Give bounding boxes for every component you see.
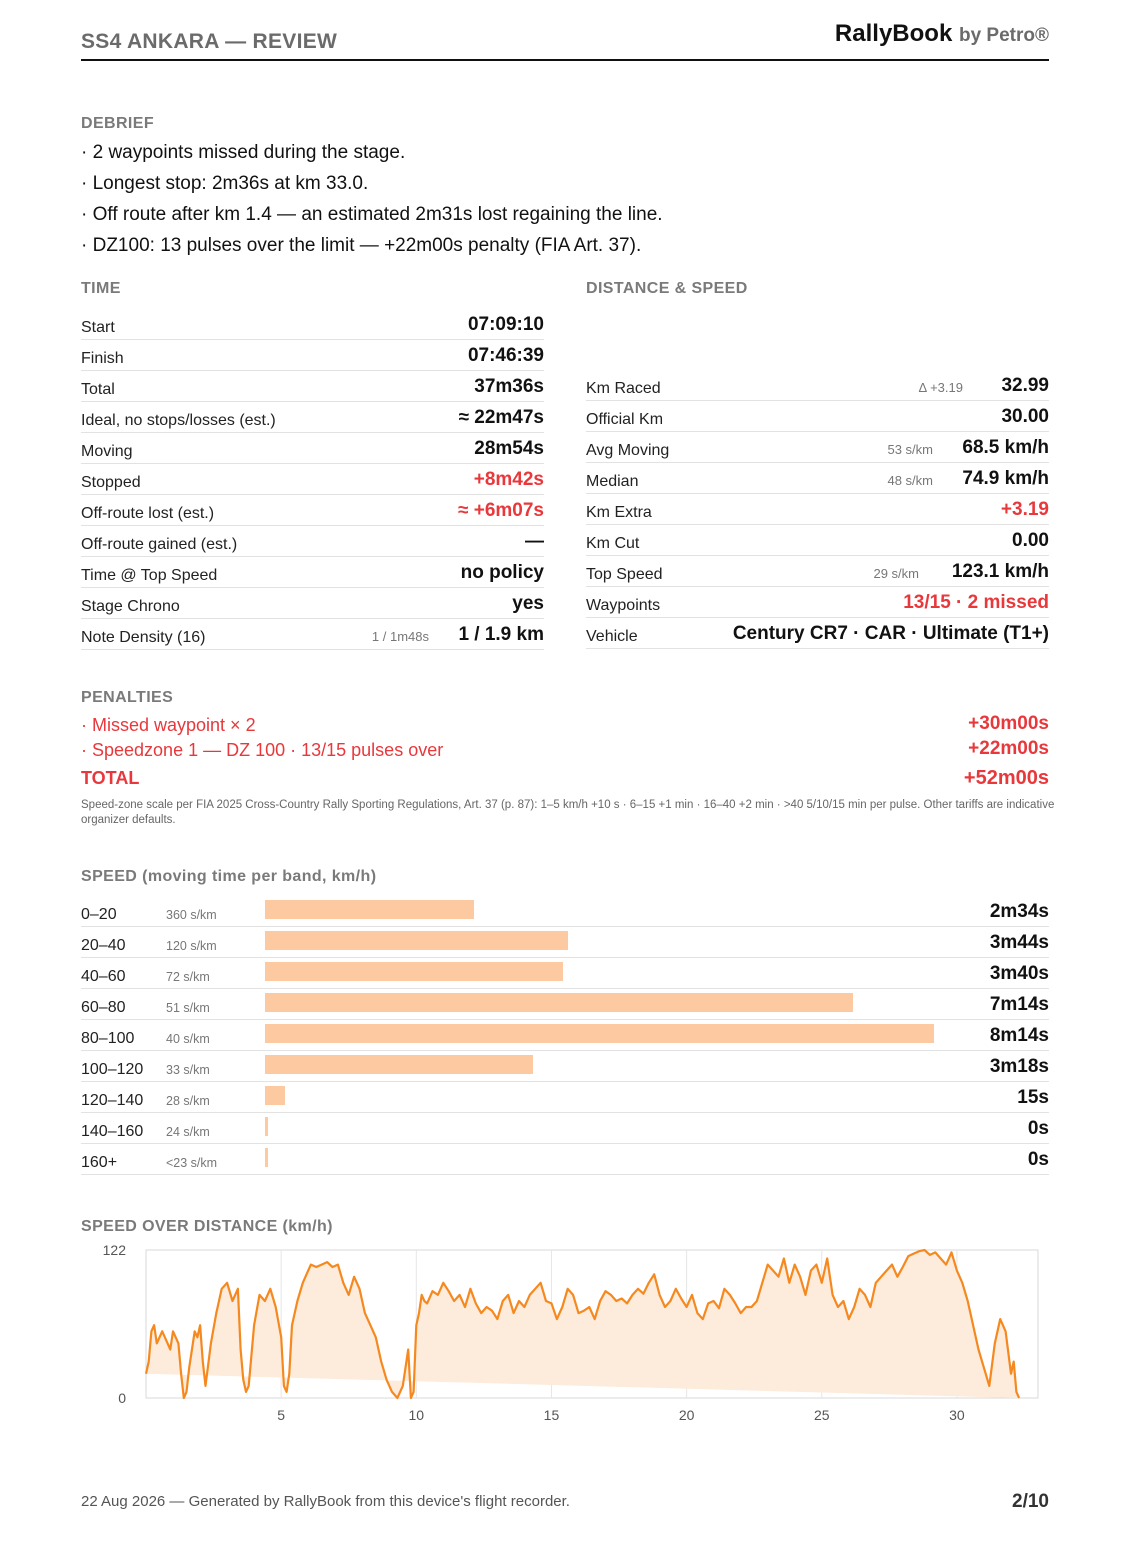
time-row-stage-chrono: [81, 588, 544, 619]
band-label: 20–40: [81, 937, 126, 954]
time-row-finish: [81, 340, 544, 371]
distance-heading: DISTANCE & SPEED: [586, 280, 748, 297]
band-pace: 120 s/km: [166, 939, 217, 953]
footer-note: 22 Aug 2026 — Generated by RallyBook from this device's flight recorder.: [81, 1493, 570, 1510]
speed-band-row: [81, 958, 1049, 989]
distance-row-official-km: [586, 401, 1049, 432]
stat-value: 07:46:39: [467, 345, 544, 366]
distance-row-vehicle: [586, 618, 1049, 649]
distance-row-median: [586, 463, 1049, 494]
band-label: 120–140: [81, 1092, 144, 1109]
stat-value: +3.19: [1000, 499, 1049, 520]
band-time: 2m34s: [989, 901, 1049, 922]
time-table: [81, 309, 544, 650]
band-label: 0–20: [81, 906, 117, 923]
penalty-amount: +22m00s: [968, 738, 1049, 759]
stat-value: 68.5 km/h: [962, 437, 1049, 458]
band-time: 3m18s: [989, 1056, 1049, 1077]
penalty-footnote: Speed-zone scale per FIA 2025 Cross-Country Rally Sporting Regulations, Art. 37 (p. 87): 1–5 km/h +10 s · 6–15 +1 min · 16–40 +2 min · >40 5/10/15 min per pulse. Other tariffs are indicative organizer defaults.: [81, 799, 1055, 826]
stat-label: Off-route lost (est.): [81, 505, 215, 522]
speed-distance-chart: [81, 1238, 1051, 1438]
band-bar: [265, 900, 474, 919]
speed-band-row: [81, 1020, 1049, 1051]
stat-label: Km Raced: [586, 380, 661, 397]
band-time: 15s: [1017, 1087, 1049, 1108]
time-row-ideal: [81, 402, 544, 433]
stat-label: Start: [81, 319, 115, 336]
page-title: SS4 ANKARA — REVIEW: [81, 30, 338, 53]
stat-hint: Δ +3.19: [918, 380, 963, 395]
band-bar: [265, 1148, 268, 1167]
time-row-total: [81, 371, 544, 402]
band-bar: [265, 1117, 268, 1136]
stat-label: Finish: [81, 350, 124, 367]
stat-label: Total: [81, 381, 115, 398]
speed-band-row: [81, 1051, 1049, 1082]
band-bar: [265, 931, 568, 950]
stat-value: ≈ 22m47s: [458, 407, 544, 428]
band-pace: 24 s/km: [166, 1125, 210, 1139]
stat-label: Vehicle: [586, 628, 638, 645]
distance-row-top-speed: [586, 556, 1049, 587]
time-row-note-density: [81, 619, 544, 650]
stat-value: —: [525, 531, 544, 552]
distance-row-waypoints: [586, 587, 1049, 618]
distance-row-km-extra: [586, 494, 1049, 525]
y-tick-label: 122: [102, 1242, 126, 1258]
stat-hint: 29 s/km: [873, 566, 919, 581]
x-tick-label: 25: [813, 1407, 830, 1423]
band-bar: [265, 1086, 285, 1105]
stat-label: Median: [586, 473, 639, 490]
x-tick-label: 15: [543, 1407, 560, 1423]
speed-band-row: [81, 1113, 1049, 1144]
speed-bands-heading: SPEED (moving time per band, km/h): [81, 868, 377, 885]
band-pace: 40 s/km: [166, 1032, 210, 1046]
band-pace: <23 s/km: [166, 1156, 218, 1170]
band-bar: [265, 1024, 934, 1043]
x-tick-label: 5: [277, 1407, 286, 1423]
distance-table: [586, 370, 1049, 649]
band-label: 80–100: [81, 1030, 135, 1047]
debrief-item: · Longest stop: 2m36s at km 33.0.: [81, 173, 369, 194]
stat-value: 30.00: [1001, 406, 1049, 427]
band-label: 140–160: [81, 1123, 144, 1140]
penalties-heading: PENALTIES: [81, 689, 174, 706]
band-label: 160+: [81, 1154, 118, 1171]
stat-label: Top Speed: [586, 566, 663, 583]
brand-logo: [835, 20, 1049, 48]
stat-label: Moving: [81, 443, 133, 460]
stat-value: 37m36s: [474, 376, 544, 397]
stat-label: Time @ Top Speed: [81, 567, 218, 584]
stat-value: 07:09:10: [467, 314, 544, 335]
stat-hint: 53 s/km: [887, 442, 933, 457]
speed-band-row: [81, 1082, 1049, 1113]
band-bar: [265, 1055, 533, 1074]
x-tick-label: 10: [408, 1407, 425, 1423]
stat-value: +8m42s: [473, 469, 544, 490]
stat-value: 32.99: [1001, 375, 1049, 396]
penalty-total-amount: +52m00s: [963, 767, 1049, 789]
stat-label: Km Extra: [586, 504, 652, 521]
debrief-item: · Off route after km 1.4 — an estimated 2m31s lost regaining the line.: [81, 204, 663, 225]
band-time: 8m14s: [989, 1025, 1049, 1046]
band-time: 0s: [1027, 1149, 1049, 1170]
band-pace: 33 s/km: [166, 1063, 210, 1077]
debrief-item: · 2 waypoints missed during the stage.: [81, 142, 406, 163]
time-row-stopped: [81, 464, 544, 495]
stat-label: Stage Chrono: [81, 598, 180, 615]
debrief-list: [81, 140, 1061, 264]
stat-label: Waypoints: [586, 597, 661, 614]
speed-band-row: [81, 989, 1049, 1020]
band-pace: 72 s/km: [166, 970, 210, 984]
band-label: 40–60: [81, 968, 126, 985]
time-row-offroute-lost: [81, 495, 544, 526]
band-time: 3m44s: [989, 932, 1049, 953]
stat-value: 1 / 1.9 km: [458, 624, 544, 645]
penalty-item: · Speedzone 1 — DZ 100 · 13/15 pulses over: [81, 740, 444, 760]
time-heading: TIME: [81, 280, 121, 297]
stat-hint: 1 / 1m48s: [371, 629, 429, 644]
penalty-total-label: TOTAL: [81, 768, 140, 788]
stat-value: 123.1 km/h: [951, 561, 1049, 582]
stat-value: Century CR7 · CAR · Ultimate (T1+): [732, 623, 1049, 644]
speed-band-row: [81, 927, 1049, 958]
debrief-heading: DEBRIEF: [81, 115, 155, 132]
stat-value: no policy: [460, 562, 544, 583]
band-bar: [265, 993, 853, 1012]
x-tick-label: 30: [949, 1407, 965, 1423]
stat-value: ≈ +6m07s: [458, 500, 544, 521]
band-label: 60–80: [81, 999, 126, 1016]
distance-row-km-cut: [586, 525, 1049, 556]
stat-hint: 48 s/km: [887, 473, 933, 488]
stat-value: 13/15 · 2 missed: [903, 592, 1049, 613]
time-row-start: [81, 309, 544, 340]
stat-label: Ideal, no stops/losses (est.): [81, 412, 276, 429]
page-number: 2/10: [1012, 1491, 1049, 1512]
stat-value: 28m54s: [474, 438, 544, 459]
stat-label: Official Km: [586, 411, 664, 428]
stat-label: Note Density (16): [81, 629, 206, 646]
penalty-item: · Missed waypoint × 2: [81, 715, 256, 735]
band-time: 7m14s: [989, 994, 1049, 1015]
stat-value: 0.00: [1012, 530, 1049, 551]
stat-label: Avg Moving: [586, 442, 670, 459]
stat-label: Km Cut: [586, 535, 640, 552]
chart-title: SPEED OVER DISTANCE (km/h): [81, 1218, 333, 1235]
time-row-offroute-gained: [81, 526, 544, 557]
band-pace: 360 s/km: [166, 908, 217, 922]
band-time: 0s: [1027, 1118, 1049, 1139]
debrief-item: · DZ100: 13 pulses over the limit — +22m00s penalty (FIA Art. 37).: [81, 235, 642, 256]
brand-suffix: by Petro®: [958, 25, 1049, 46]
page-header: [81, 18, 1049, 61]
speed-band-row: [81, 1144, 1049, 1175]
band-label: 100–120: [81, 1061, 144, 1078]
stat-label: Stopped: [81, 474, 141, 491]
stat-value: yes: [512, 593, 544, 614]
band-bar: [265, 962, 563, 981]
time-row-top-speed: [81, 557, 544, 588]
penalty-amount: +30m00s: [968, 713, 1049, 734]
band-time: 3m40s: [989, 963, 1049, 984]
stat-value: 74.9 km/h: [962, 468, 1049, 489]
distance-row-avg-moving: [586, 432, 1049, 463]
time-row-moving: [81, 433, 544, 464]
y-tick-label: 0: [118, 1390, 126, 1406]
band-pace: 51 s/km: [166, 1001, 210, 1015]
brand-name: RallyBook: [834, 20, 953, 47]
distance-row-km-raced: [586, 370, 1049, 401]
speed-band-row: [81, 896, 1049, 927]
band-pace: 28 s/km: [166, 1094, 210, 1108]
x-tick-label: 20: [678, 1407, 695, 1423]
stat-label: Off-route gained (est.): [81, 536, 238, 553]
